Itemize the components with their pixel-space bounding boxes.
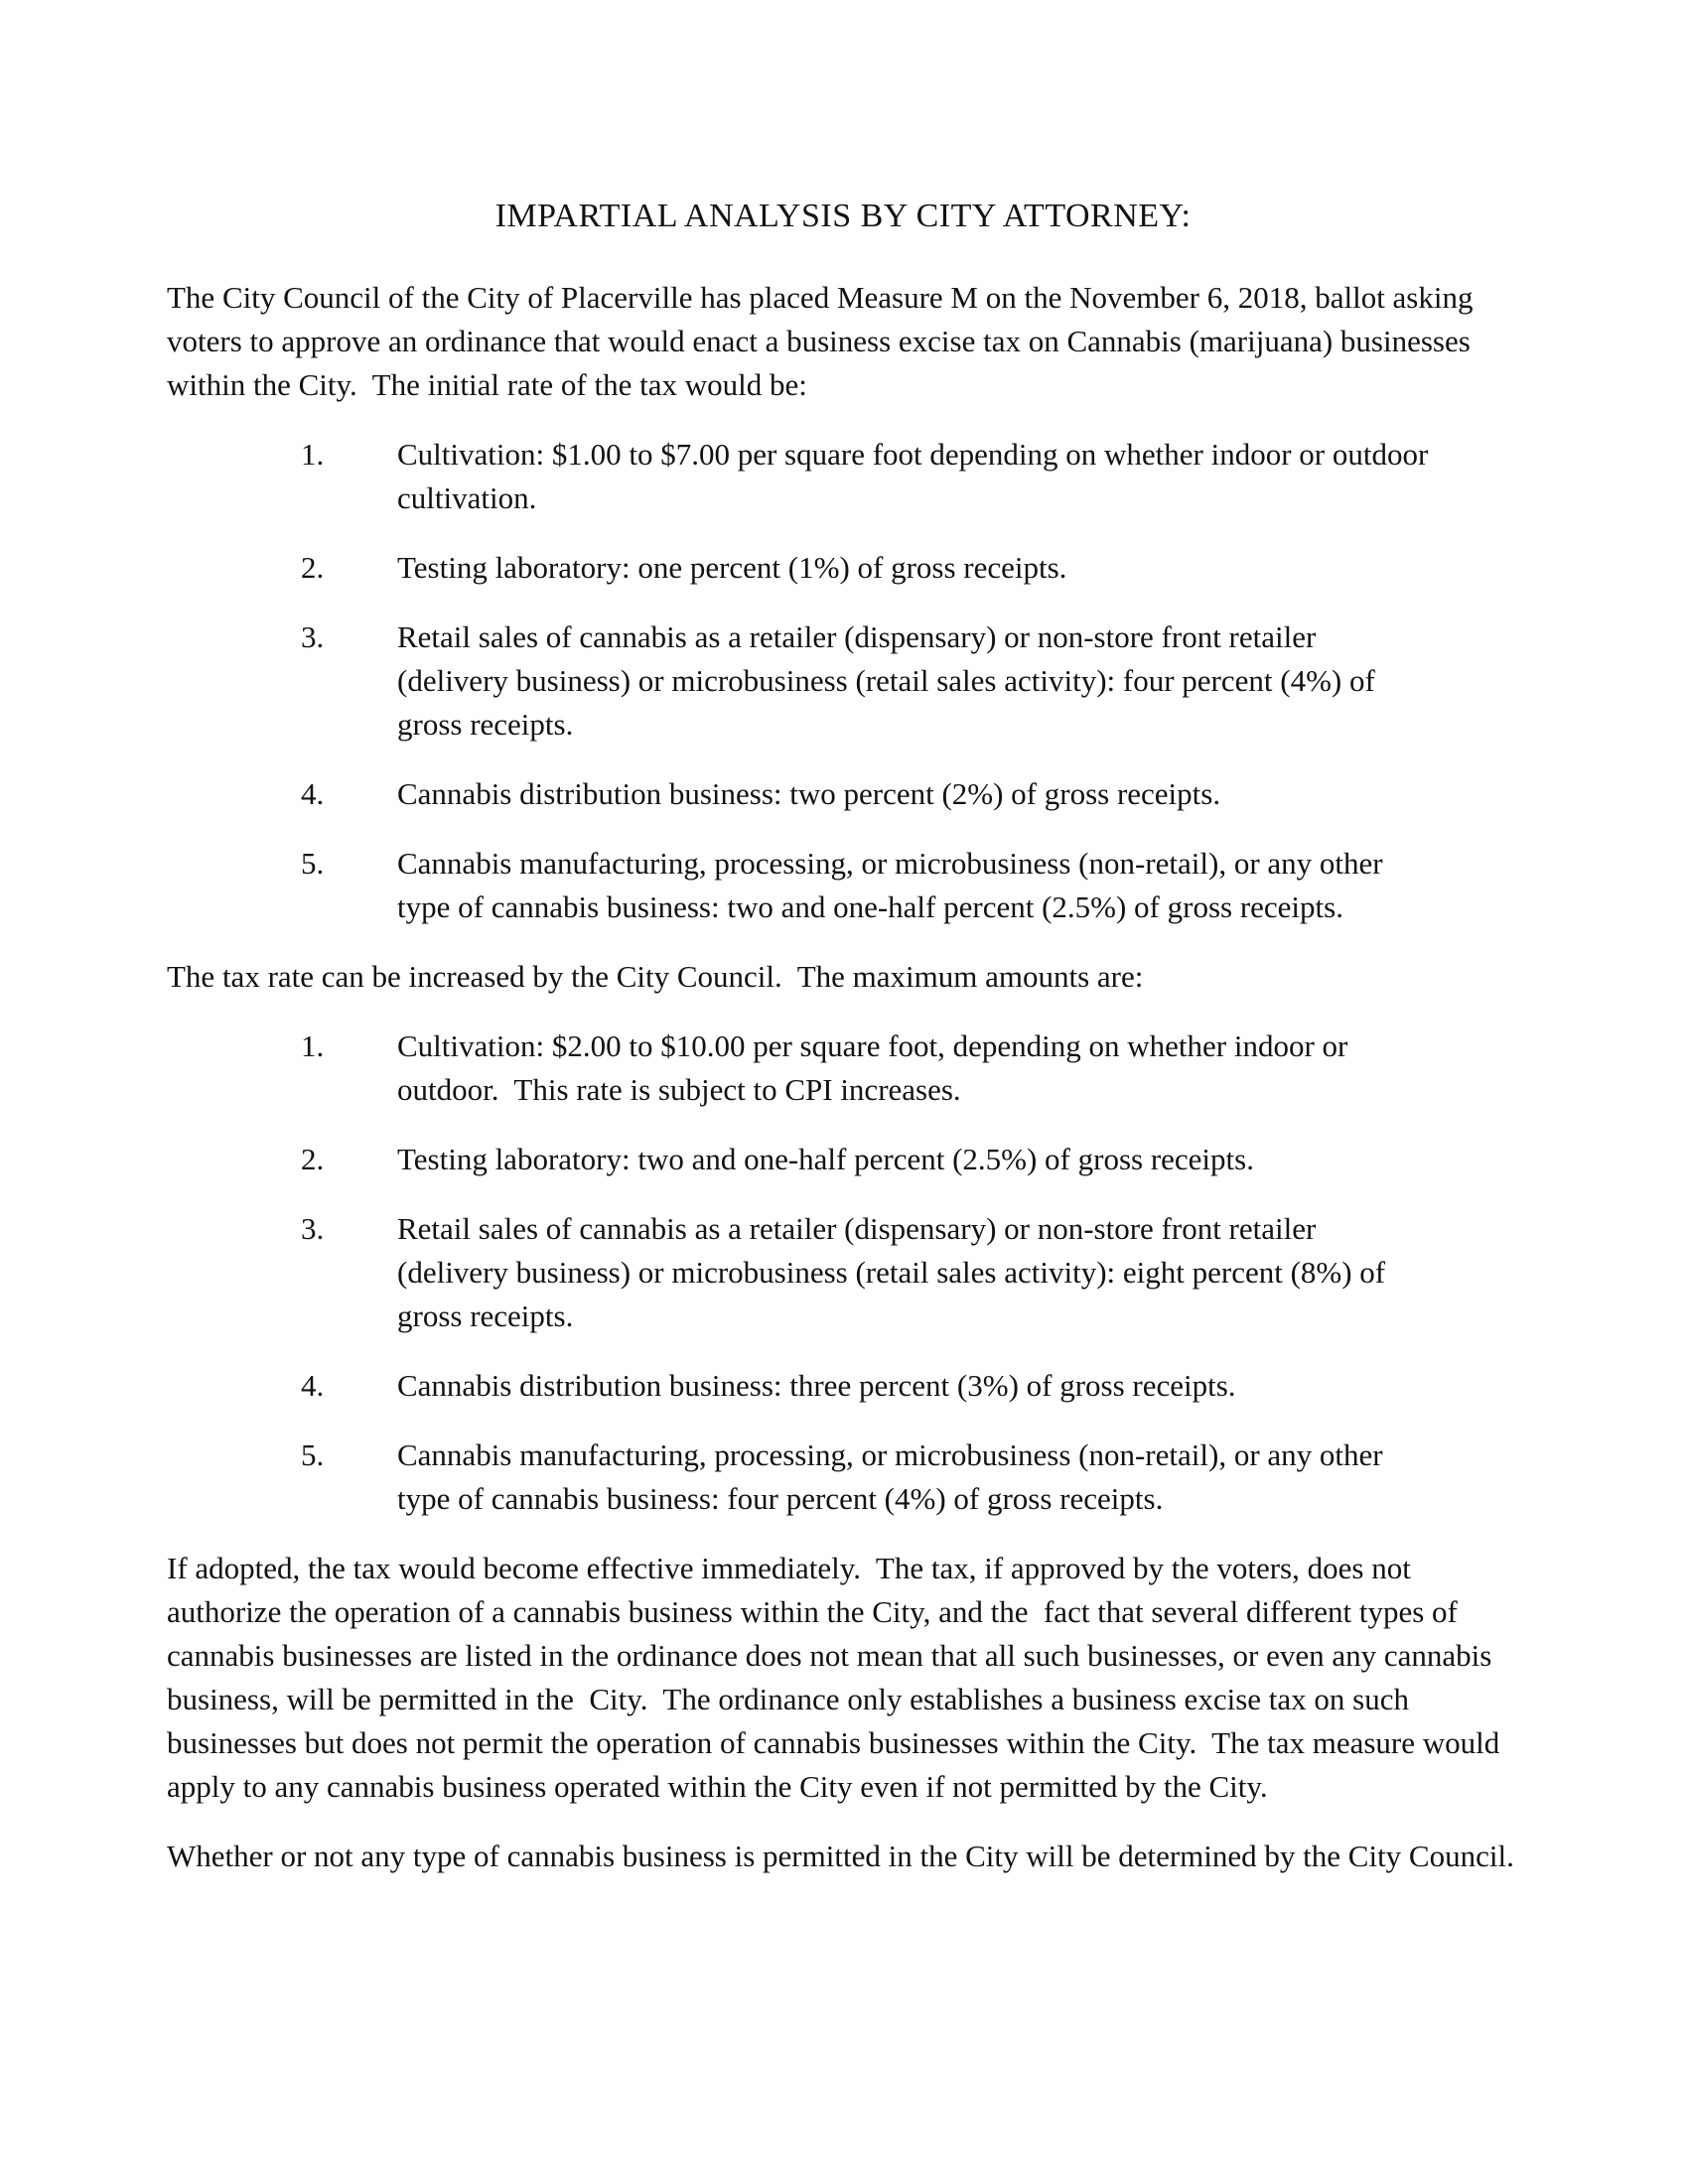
list-item-number: 1.: [301, 437, 325, 472]
list-item: [301, 433, 1519, 520]
maximum-rates-list: [301, 1024, 1519, 1521]
list-item-number: 2.: [301, 550, 325, 585]
list-item-text: Cannabis distribution business: two percent (2%) of gross receipts.: [397, 776, 1221, 811]
list-item-number: 1.: [301, 1028, 325, 1063]
list-item-text: Retail sales of cannabis as a retailer (dispensary) or non-store front retailer (delivery business) or microbusiness (retail sales activity): four percent (4%) of gross receipts.: [397, 619, 1383, 742]
list-item: [301, 615, 1519, 747]
list-item-number: 4.: [301, 776, 325, 811]
list-item-text: Cannabis manufacturing, processing, or microbusiness (non-retail), or any other type of cannabis business: four percent (4%) of gross receipts.: [397, 1437, 1391, 1516]
list-item-number: 4.: [301, 1368, 325, 1403]
list-item: [301, 1364, 1519, 1408]
list-item: [301, 546, 1519, 590]
effect-paragraph: If adopted, the tax would become effective immediately. The tax, if approved by the voters, does not authorize the operation of a cannabis business within the City, and the fact that several different types of cannabis businesses are listed in the ordinance does not mean that all such businesses, or even any cannabis business, will be permitted in the City. The ordinance only establishes a business excise tax on such businesses but does not permit the operation of cannabis businesses within the City. The tax measure would apply to any cannabis business operated within the City even if not permitted by the City.: [167, 1551, 1507, 1804]
list-item: [301, 1024, 1519, 1112]
list-item-text: Testing laboratory: one percent (1%) of gross receipts.: [397, 550, 1067, 585]
list-item-text: Cannabis distribution business: three percent (3%) of gross receipts.: [397, 1368, 1236, 1403]
list-item: [301, 1207, 1519, 1338]
list-item-text: Cultivation: $2.00 to $10.00 per square foot, depending on whether indoor or outdoor. This rate is subject to CPI increases.: [397, 1028, 1356, 1107]
middle-paragraph: The tax rate can be increased by the City Council. The maximum amounts are:: [167, 959, 1144, 994]
list-item: [301, 1433, 1519, 1521]
list-item-number: 3.: [301, 1211, 325, 1246]
list-item-number: 5.: [301, 846, 325, 881]
list-item-text: Testing laboratory: two and one-half percent (2.5%) of gross receipts.: [397, 1142, 1254, 1176]
document-title: IMPARTIAL ANALYSIS BY CITY ATTORNEY:: [494, 198, 1192, 234]
list-item-text: Cultivation: $1.00 to $7.00 per square foot depending on whether indoor or outdoor cultivation.: [397, 437, 1437, 515]
list-item: [301, 772, 1519, 816]
list-item: [301, 1138, 1519, 1181]
list-item-number: 3.: [301, 619, 325, 654]
initial-rates-list: [301, 433, 1519, 929]
list-item-text: Retail sales of cannabis as a retailer (dispensary) or non-store front retailer (delivery business) or microbusiness (retail sales activity): eight percent (8%) of gross receipts.: [397, 1211, 1393, 1333]
list-item-text: Cannabis manufacturing, processing, or microbusiness (non-retail), or any other type of cannabis business: two and one-half percent (2.5%) of gross receipts.: [397, 846, 1391, 924]
list-item: [301, 842, 1519, 929]
list-item-number: 2.: [301, 1142, 325, 1176]
intro-paragraph: The City Council of the City of Placerville has placed Measure M on the November 6, 2018, ballot asking voters to approve an ordinance that would enact a business excise tax on Cannabis (marijuana) businesses within the City. The initial rate of the tax would be:: [167, 280, 1481, 402]
list-item-number: 5.: [301, 1437, 325, 1472]
closing-paragraph: Whether or not any type of cannabis business is permitted in the City will be determined by the City Council.: [167, 1839, 1514, 1873]
